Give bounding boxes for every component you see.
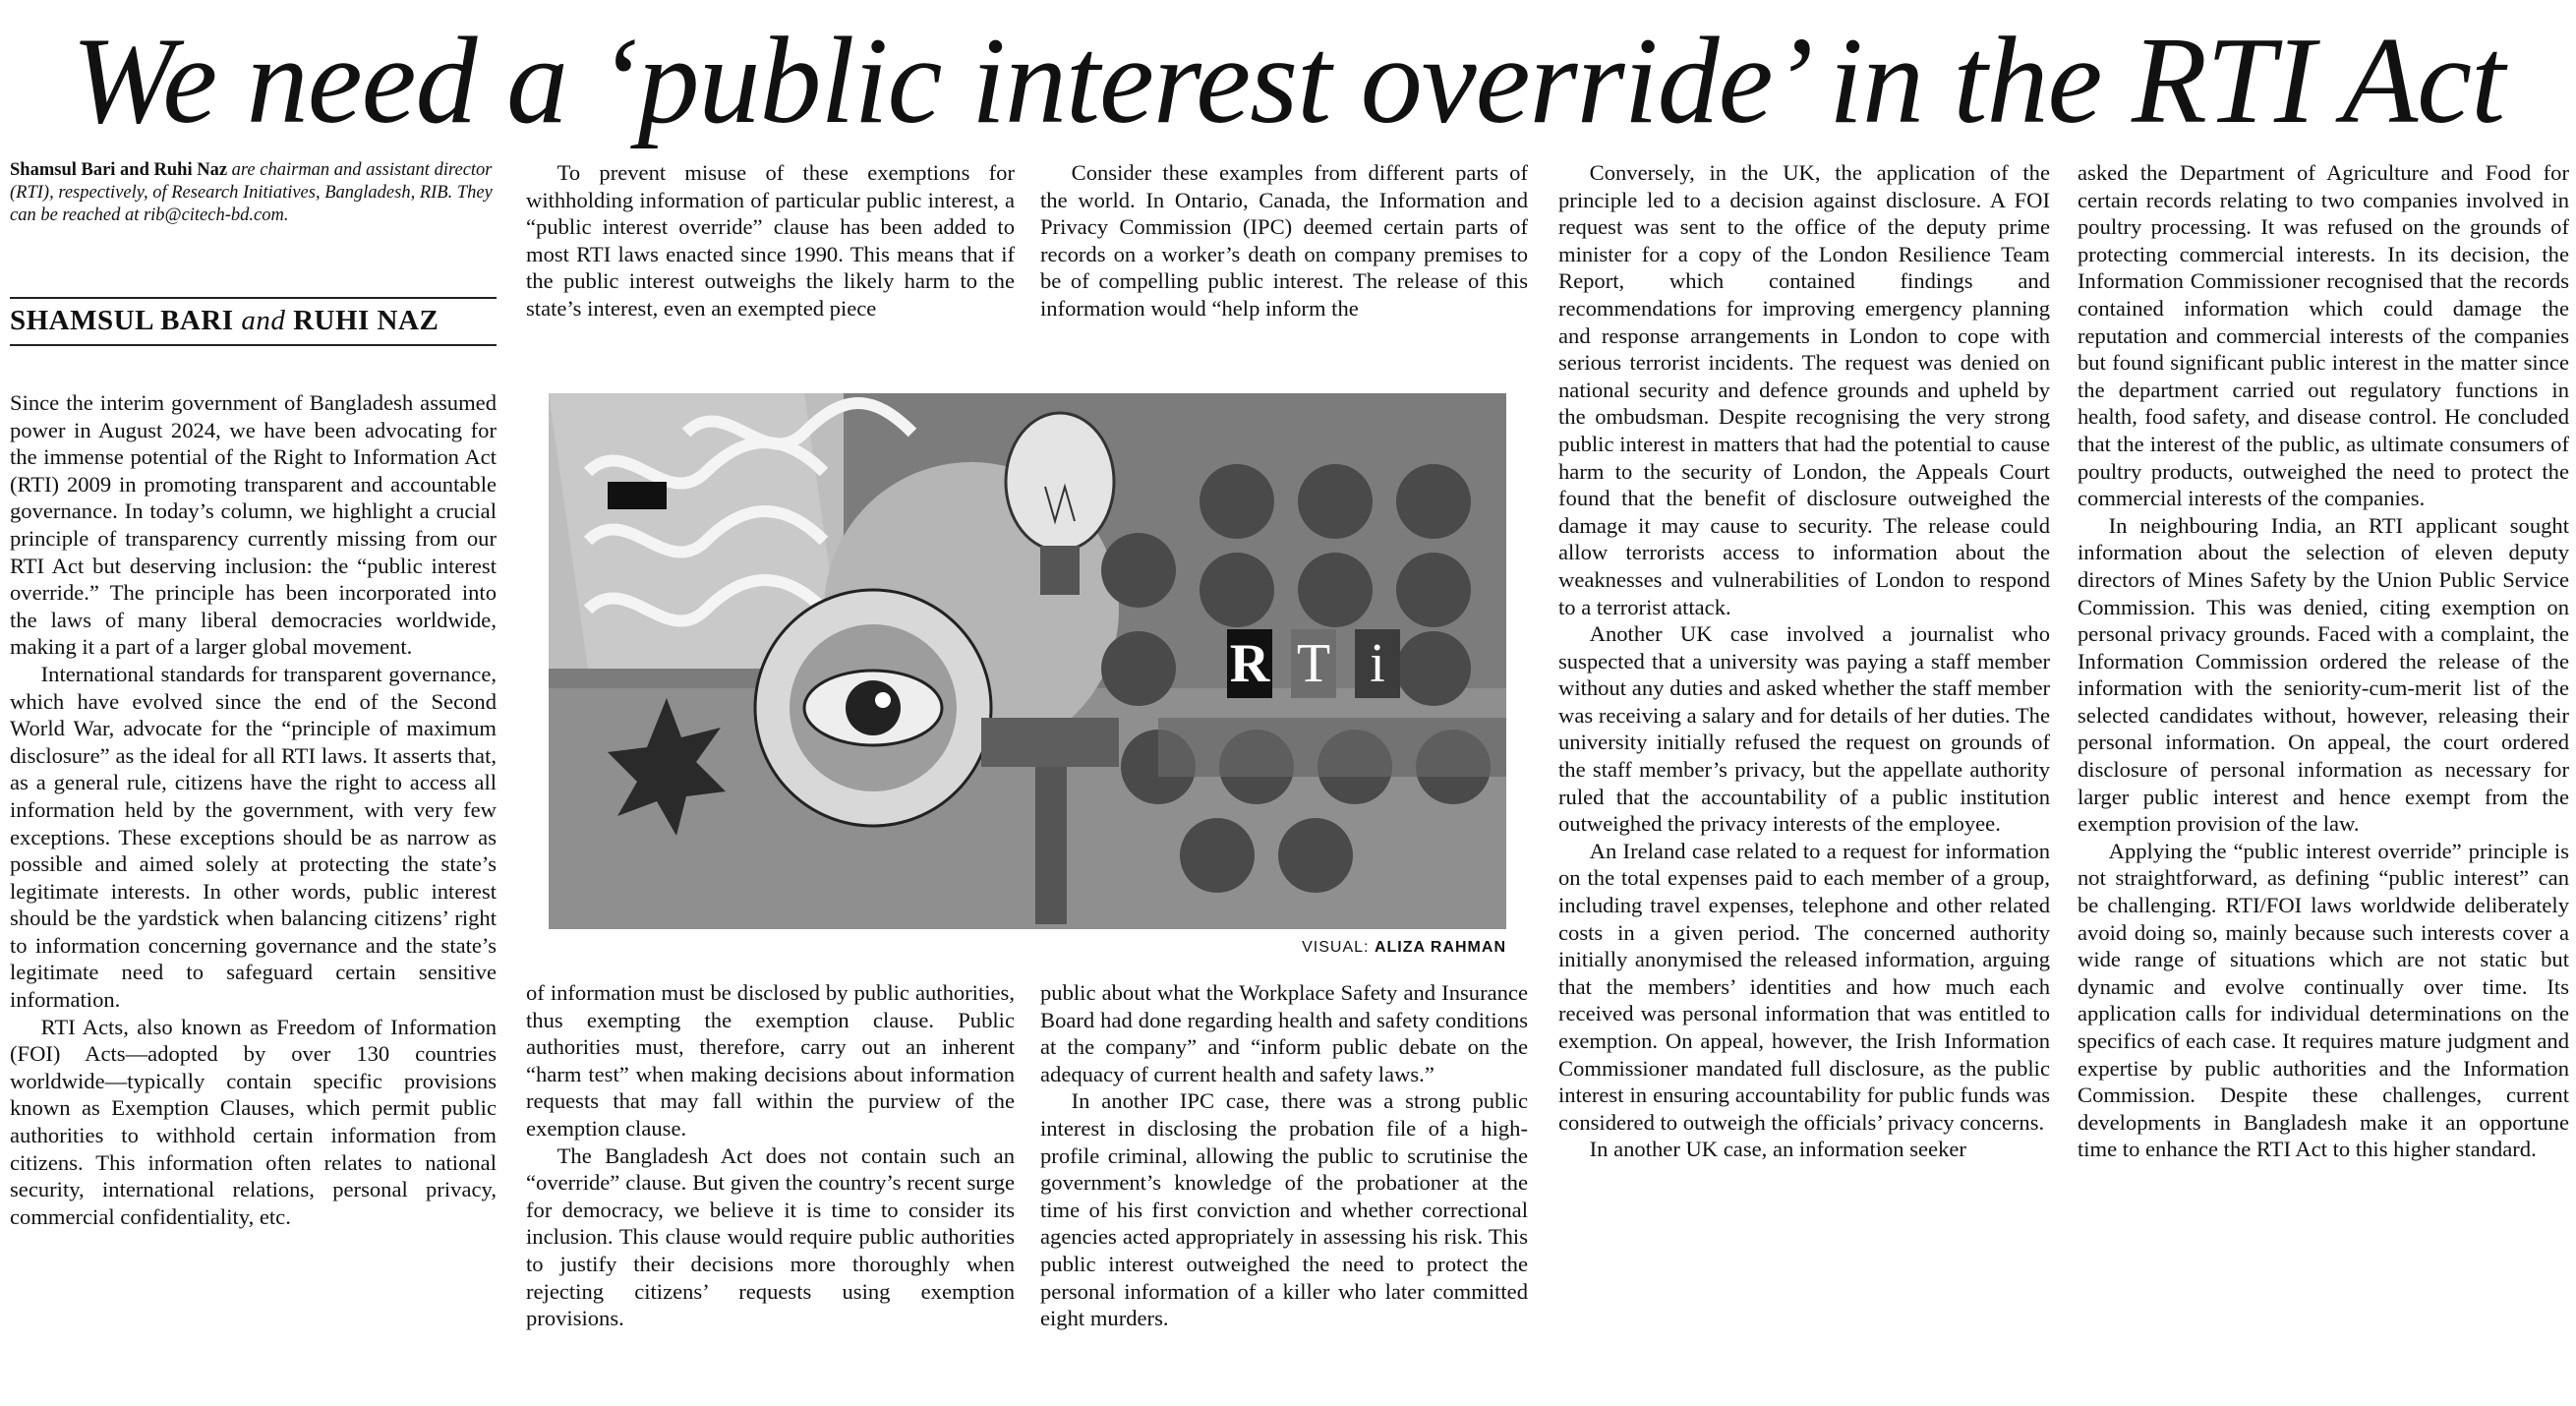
paragraph: Conversely, in the UK, the application of the principle led to a decision against disclosure. A FOI request was sent to the office of the deputy prime minister for a copy of the London Resilience Team Report, which contained findings and recommendations for improving emergency planning and response arrangements in London to cope with serious terrorist incidents. The request was denied on national security and defence grounds and upheld by the ombudsman. Despite recognising the very strong public interest in matters that had the potential to cause harm to the security of London, the Appeals Court found that the benefit of disclosure outweighed the damage it may cause to security. The release could allow terrorists access to information about the weaknesses and vulnerabilities of London to respond to a terrorist attack. xyxy=(1558,160,2050,619)
paragraph: An Ireland case related to a request for information on the total expenses paid to each member of a group, including travel expenses, telephone and other related costs in a given period. The concerned authority initially anonymised the released information, arguing that the members’ identities and how much each received was personal information that was entitled to exemption. On appeal, however, the Irish Information Commissioner mandated full disclosure, as the public interest in ensuring accountability for public funds was considered to outweigh the officials’ privacy concerns. xyxy=(1558,838,2050,1135)
credit-name: ALIZA RAHMAN xyxy=(1374,939,1506,956)
author-note-bio: are chairman and assistant director (RTI), respectively, of Research Initiatives, Bangladesh, RIB. They can be reached at rib@citech-bd.com. xyxy=(10,160,493,225)
paragraph: The Bangladesh Act does not contain such an “override” clause. But given the country’s recent surge for democracy, we believe it is time to consider its inclusion. This clause would require public authorities to justify their decisions more thoroughly when rejecting citizens’ requests using exemption provisions. xyxy=(526,1142,1015,1331)
divider xyxy=(10,297,497,299)
paragraph: RTI Acts, also known as Freedom of Information (FOI) Acts—adopted by over 130 countries worldwide—typically contain specific provisions known as Exemption Clauses, which permit public authorities to withhold certain information from citizens. This information often relates to national security, international relations, personal privacy, commercial confidentiality, etc. xyxy=(10,1014,497,1229)
column-2-top xyxy=(526,159,1015,322)
headline: We need a ‘public interest override’ in the RTI Act xyxy=(71,13,2505,149)
paragraph: In another UK case, an information seeker xyxy=(1589,1137,1966,1162)
letter-r: R xyxy=(1229,633,1270,694)
paragraph: In neighbouring India, an RTI applicant sought information about the selection of eleven deputy directors of Mines Safety by the Union Public Service Commission. This was denied, citing exemption on personal privacy grounds. Faced with a complaint, the Information Commission ordered the release of the information with the seniority-cum-merit list of the selected candidates without, however, releasing their personal information. On appeal, the court ordered disclosure of personal information as necessary for larger public interest and hence exempt from the exemption provision of the law. xyxy=(2078,512,2569,837)
paragraph: To prevent misuse of these exemptions for withholding information of particular public interest, a “public interest override” clause has been added to most RTI laws enacted since 1990. This means that if the public interest outweighs the likely harm to the state’s interest, even an exempted piece xyxy=(526,160,1015,321)
byline xyxy=(10,305,439,337)
paragraph: asked the Department of Agriculture and Food for certain records relating to two companies involved in poultry processing. It was refused on the grounds of protecting commercial interests. In its decision, the Information Commissioner recognised that the records contained information which could damage the reputation and commercial interests of the companies but found significant public interest in the matter since the department carried out regulatory functions in health, food safety, and disease control. He concluded that the interest of the public, as ultimate consumers of poultry products, outweighed the need to protect the commercial interests of the companies. xyxy=(2078,160,2569,511)
letter-i: i xyxy=(1370,633,1385,694)
image-credit xyxy=(1278,939,1506,957)
byline-and: and xyxy=(241,305,286,336)
paragraph: International standards for transparent governance, which have evolved since the end of the Second World War, advocate for the “principle of maximum disclosure” as the ideal for all RTI laws. It asserts that, as a general rule, citizens have the right to access all information held by the government, with very few exceptions. These exceptions should be as narrow as possible and aimed solely at protecting the state’s legitimate interests. In other words, public interest should be the yardstick when balancing citizens’ right to information concerning governance and the state’s legitimate need to safeguard certain sensitive information. xyxy=(10,661,497,1013)
byline-name-1: SHAMSUL BARI xyxy=(10,305,234,336)
paragraph: public about what the Workplace Safety and Insurance Board had done regarding health and safety conditions at the company” and “inform public debate on the adequacy of current health and safety laws.” xyxy=(1040,980,1528,1086)
column-2-bottom xyxy=(526,979,1015,1332)
column-3-bottom xyxy=(1040,979,1528,1332)
illustration-art xyxy=(549,393,1506,929)
illustration xyxy=(549,393,1506,929)
credit-prefix: VISUAL: xyxy=(1302,939,1370,956)
column-3-top xyxy=(1040,159,1528,322)
paragraph: Since the interim government of Bangladesh assumed power in August 2024, we have been advocating for the immense potential of the Right to Information Act (RTI) 2009 in promoting transparent and accountable governance. In today’s column, we highlight a crucial principle of transparency currently missing from our RTI Act but deserving inclusion: the “public interest override.” The principle has been incorporated into the laws of many liberal democracies worldwide, making it a part of a larger global movement. xyxy=(10,390,497,660)
paragraph: Consider these examples from different parts of the world. In Ontario, Canada, the Information and Privacy Commission (IPC) deemed certain parts of records on a worker’s death on company premises to be of compelling public interest. The release of this information would “help inform the xyxy=(1040,160,1528,321)
letter-t: T xyxy=(1296,633,1331,694)
column-5 xyxy=(2078,159,2569,1163)
author-note xyxy=(10,159,506,227)
paragraph: Applying the “public interest override” principle is not straightforward, as defining “public interest” can be challenging. RTI/FOI laws worldwide deliberately avoid doing so, mainly because such interests cover a wide range of situations which are not static but dynamic and evolve continually over time. Its application calls for individual determinations on the specifics of each case. It requires mature judgment and expertise by public authorities and the Information Commission. Despite these challenges, current developments in Bangladesh make it an opportune time to enhance the RTI Act to this higher standard. xyxy=(2078,838,2569,1162)
paragraph: Another UK case involved a journalist who suspected that a university was paying a staff member without any duties and asked whether the staff member was receiving a salary and for details of her duties. The university initially refused the request on grounds of the staff member’s privacy, but the appellate authority ruled that the accountability of a public institution outweighed the privacy interests of the employee. xyxy=(1558,621,2050,837)
column-4 xyxy=(1558,159,2050,1163)
paragraph: of information must be disclosed by public authorities, thus exempting the exemption clause. Public authorities must, therefore, carry out an inherent “harm test” when making decisions about information requests that may fall within the purview of the exemption clause. xyxy=(526,980,1015,1141)
author-note-names: Shamsul Bari and Ruhi Naz xyxy=(10,160,228,180)
byline-name-2: RUHI NAZ xyxy=(293,305,439,336)
column-1 xyxy=(10,389,497,1230)
paragraph: In another IPC case, there was a strong public interest in disclosing the probation file of a high-profile criminal, allowing the public to scrutinise the government’s knowledge of the probationer at the time of his first conviction and whether correctional agencies acted appropriately in assessing his risk. This public interest outweighed the need to protect the personal information of a killer who later committed eight murders. xyxy=(1040,1088,1528,1331)
divider xyxy=(10,344,497,346)
